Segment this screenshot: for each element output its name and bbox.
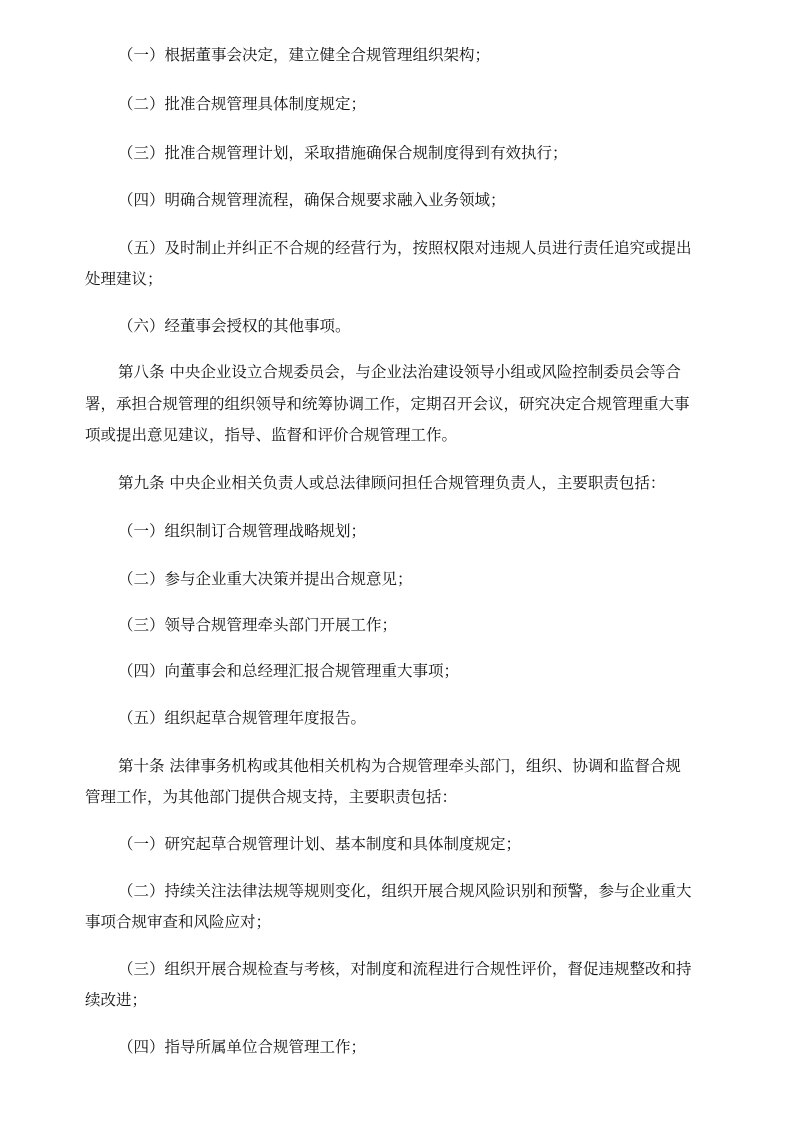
paragraph-line: 第十条 法律事务机构或其他相关机构为合规管理牵头部门，组织、协调和监督合规 xyxy=(118,757,681,775)
paragraph-line: （四）明确合规管理流程，确保合规要求融入业务领域； xyxy=(118,191,506,209)
paragraph-line: （四）向董事会和总经理汇报合规管理重大事项； xyxy=(118,662,460,680)
paragraph-line: （五）及时制止并纠正不合规的经营行为，按照权限对违规人员进行责任追究或提出 xyxy=(118,239,692,257)
paragraph-line: （二）持续关注法律法规等规则变化，组织开展合规风险识别和预警，参与企业重大 xyxy=(118,882,692,900)
paragraph-line: （一）组织制订合规管理战略规划； xyxy=(118,522,367,540)
paragraph-line: 处理建议； xyxy=(85,270,163,288)
paragraph-line: （一）根据董事会决定，建立健全合规管理组织架构； xyxy=(118,46,491,64)
paragraph-line: （三）领导合规管理牵头部门开展工作； xyxy=(118,616,398,634)
paragraph-line: 第九条 中央企业相关负责人或总法律顾问担任合规管理负责人，主要职责包括： xyxy=(118,474,666,492)
paragraph-line: （三）组织开展合规检查与考核，对制度和流程进行合规性评价，督促违规整改和持 xyxy=(118,960,692,978)
paragraph-line: （二）参与企业重大决策并提出合规意见； xyxy=(118,570,413,588)
paragraph-line: 第八条 中央企业设立合规委员会，与企业法治建设领导小组或风险控制委员会等合 xyxy=(118,363,681,381)
paragraph-line: 管理工作，为其他部门提供合规支持，主要职责包括： xyxy=(85,788,458,806)
paragraph-line: （四）指导所属单位合规管理工作； xyxy=(118,1038,367,1056)
paragraph-line: （二）批准合规管理具体制度规定； xyxy=(118,95,367,113)
paragraph-line: 署，承担合规管理的组织领导和统筹协调工作，定期召开会议，研究决定合规管理重大事 xyxy=(85,395,690,413)
paragraph-line: 续改进； xyxy=(85,991,148,1009)
paragraph-line: （五）组织起草合规管理年度报告。 xyxy=(118,709,367,727)
paragraph-line: 事项合规审查和风险应对； xyxy=(85,913,272,931)
paragraph-line: 项或提出意见建议，指导、监督和评价合规管理工作。 xyxy=(85,426,458,444)
paragraph-line: （一）研究起草合规管理计划、基本制度和具体制度规定； xyxy=(118,835,522,853)
paragraph-line: （三）批准合规管理计划，采取措施确保合规制度得到有效执行； xyxy=(118,144,568,162)
paragraph-line: （六）经董事会授权的其他事项。 xyxy=(118,317,351,335)
